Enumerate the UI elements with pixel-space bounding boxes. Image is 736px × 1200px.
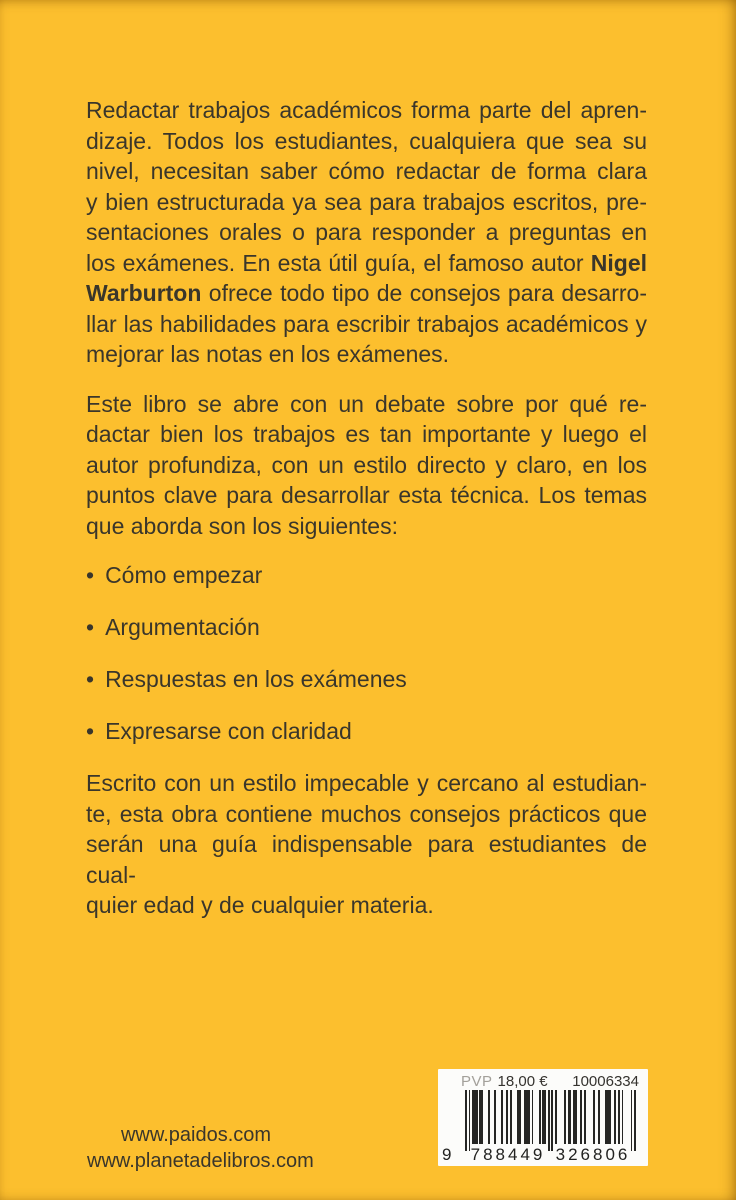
barcode-bar (573, 1090, 577, 1144)
paragraph-overview: Este libro se abre con un debate sobre por qué re- dactar bien los trabajos es tan importante y luego el autor profundiza, con un estilo directo y claro, en los puntos clave para desarrollar esta técnica. Los temas que aborda son los siguientes: (86, 390, 647, 539)
barcode-bar (548, 1090, 550, 1151)
barcode-bar (506, 1090, 508, 1144)
barcode-bar (551, 1090, 553, 1151)
barcode-bar (524, 1090, 529, 1144)
barcode-bar (501, 1090, 503, 1144)
barcode-bar (488, 1090, 490, 1144)
paragraph-closing: Escrito con un estilo impecable y cercano al estudian- te, esta obra contiene muchos consejos prácticos que serán una guía indispensable para estudiantes de cual- quier edad y de cualquier materia. (86, 770, 647, 918)
barcode-bar (564, 1090, 566, 1144)
price-label: PVP (461, 1073, 493, 1090)
planetadelibros-url: www.planetadelibros.com (87, 1150, 314, 1172)
bullet-icon: • (86, 666, 95, 692)
barcode-bar (510, 1090, 512, 1144)
topic-label: Expresarse con claridad (105, 718, 352, 744)
ean-digits-left: 788449 (470, 1145, 546, 1164)
ean-barcode-bars (465, 1090, 636, 1152)
barcode-bar (614, 1090, 616, 1144)
barcode-bar (631, 1090, 633, 1151)
topics-list (86, 560, 647, 747)
bullet-icon: • (86, 718, 95, 744)
bullet-icon: • (86, 562, 95, 588)
ean-digit-first: 9 (442, 1145, 452, 1164)
publisher-urls (87, 1122, 314, 1174)
barcode-bar (593, 1090, 595, 1144)
barcode-bar (517, 1090, 521, 1144)
barcode-bar (618, 1090, 620, 1144)
barcode-bar (494, 1090, 496, 1144)
barcode-bar (605, 1090, 610, 1144)
ean-digits (438, 1145, 648, 1165)
topic-item (86, 612, 647, 643)
price-value: 18,00 € (497, 1073, 548, 1090)
barcode-bar (598, 1090, 600, 1144)
ean-digits-right: 326806 (555, 1145, 631, 1164)
barcode-bar (622, 1090, 624, 1144)
topic-label: Respuestas en los exámenes (105, 666, 407, 692)
barcode-bar (479, 1090, 483, 1144)
barcode-bar (580, 1090, 582, 1144)
topic-label: Cómo empezar (105, 562, 263, 588)
product-code: 10006334 (572, 1073, 639, 1090)
barcode-bar (542, 1090, 546, 1144)
topic-item (86, 716, 647, 747)
topic-label: Argumentación (105, 614, 260, 640)
barcode-bar (634, 1090, 636, 1151)
price-row (461, 1074, 639, 1090)
barcode-bar (568, 1090, 572, 1144)
topic-item (86, 560, 647, 591)
barcode-bar (539, 1090, 541, 1144)
paidos-url: www.paidos.com (120, 1124, 272, 1146)
barcode-bar (555, 1090, 557, 1144)
barcode-bar (469, 1090, 471, 1151)
barcode-label (438, 1069, 648, 1166)
bullet-icon: • (86, 614, 95, 640)
barcode-bar (532, 1090, 534, 1144)
paragraph-intro: Redactar trabajos académicos forma parte del apren- dizaje. Todos los estudiantes, cualquiera que sea su nivel, necesitan saber cómo redactar de forma clara y bien estructurada ya sea para trabajos escritos, pre- sentaciones orales o para responder a preguntas en los exámenes. En esta útil guía, el famoso autor Nigel Warburton ofrece todo tipo de consejos para desarro- llar las habilidades para escribir trabajos académicos y mejorar las notas en los exámenes. (86, 97, 647, 367)
barcode-bar (472, 1090, 477, 1144)
barcode-bar (465, 1090, 467, 1151)
barcode-bar (584, 1090, 586, 1144)
topic-item (86, 664, 647, 695)
blurb-text-block (86, 95, 647, 940)
